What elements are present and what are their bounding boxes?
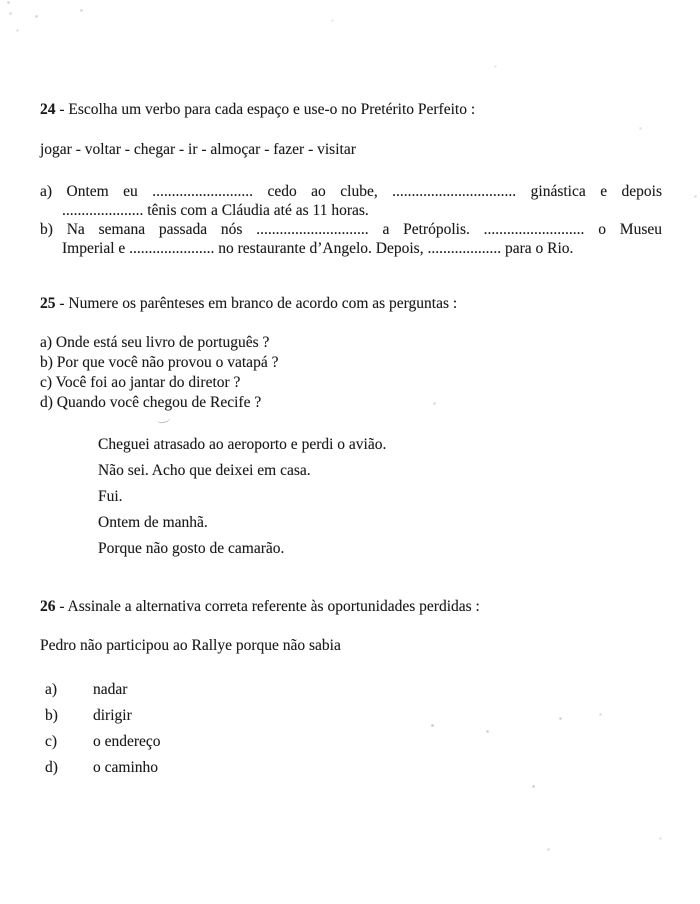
option-c [45,732,662,752]
option-list [45,680,662,778]
verb-bank: jogar - voltar - chegar - ir - almoçar - fazer - visitar [40,141,356,158]
question-c: c) Você foi ao jantar do diretor ? [40,374,241,391]
exercise-25-instruction: - Numere os parênteses em branco de acordo com as perguntas : [55,295,458,312]
exercise-24 [40,100,662,258]
answer-5: Porque não gosto de camarão. [98,540,285,557]
exercise-26 [40,597,662,778]
exercise-24-title [40,100,662,120]
item-b-line-2: Imperial e ...................... no restaurante d’Angelo. Depois, ................... para o Rio. [62,240,574,257]
answer-list [98,435,662,559]
item-b-line-1: b) Na semana passada nós ............................. a Petrópolis. .......................... o Museu [40,221,662,238]
exercise-26-stem: Pedro não participou ao Rallye porque não sabia [40,637,341,654]
exercise-25-number: 25 [40,295,56,312]
exercise-26-title [40,597,662,617]
answer-2: Não sei. Acho que deixei em casa. [98,462,311,479]
exercise-26-instruction: - Assinale a alternativa correta referente às oportunidades perdidas : [55,598,480,615]
option-d-label: d) [45,759,58,776]
question-b: b) Por que você não provou o vatapá ? [40,354,279,371]
option-d [45,758,662,778]
item-a-line-2: ..................... tênis com a Cláudia até as 11 horas. [62,202,369,219]
exercise-25-title [40,294,662,314]
option-b [45,706,662,726]
item-a-line-1: a) Ontem eu .......................... cedo ao clube, ................................ ginástica e depois [40,183,662,200]
option-a-text: nadar [93,681,128,698]
question-a: a) Onde está seu livro de português ? [40,334,270,351]
answer-3: Fui. [98,488,123,505]
option-b-text: dirigir [93,707,132,724]
exercise-25 [40,294,662,559]
option-a-label: a) [45,681,58,698]
answer-1: Cheguei atrasado ao aeroporto e perdi o avião. [98,436,387,453]
option-c-label: c) [45,733,58,750]
option-a [45,680,662,700]
question-d: d) Quando você chegou de Recife ? [40,394,262,411]
option-c-text: o endereço [93,733,161,750]
exercise-26-number: 26 [40,598,56,615]
option-d-text: o caminho [93,759,158,776]
exercise-24-number: 24 [40,101,56,118]
exercise-24-instruction: - Escolha um verbo para cada espaço e use-o no Pretérito Perfeito : [55,101,476,118]
answer-4: Ontem de manhã. [98,514,208,531]
question-list [40,333,662,413]
option-b-label: b) [45,707,58,724]
